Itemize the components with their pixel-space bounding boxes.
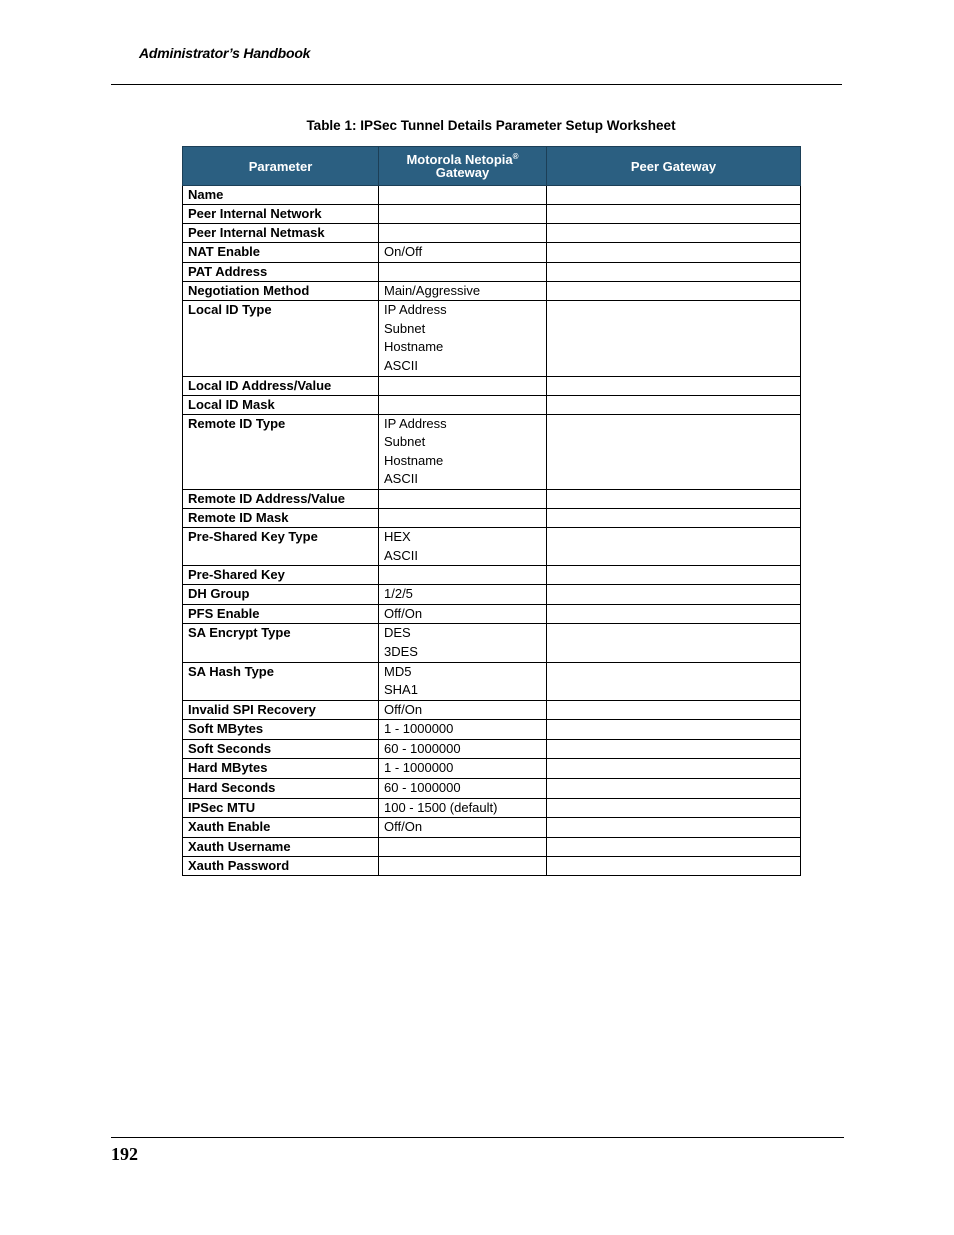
table-row <box>183 700 801 720</box>
gateway-options-cell <box>379 186 547 205</box>
parameter-cell: Xauth Password <box>183 856 379 875</box>
peer-gateway-cell <box>547 566 801 585</box>
parameter-cell: Pre-Shared Key Type <box>183 527 379 565</box>
peer-gateway-cell <box>547 662 801 700</box>
peer-gateway-cell <box>547 243 801 263</box>
peer-gateway-cell <box>547 585 801 605</box>
gateway-options-cell <box>379 508 547 527</box>
gateway-header-line1: Motorola Netopia <box>406 152 513 167</box>
peer-gateway-cell <box>547 301 801 376</box>
gateway-options-cell <box>379 798 547 818</box>
parameter-cell: Negotiation Method <box>183 281 379 301</box>
running-head: Administrator’s Handbook <box>139 45 311 61</box>
gateway-options-cell <box>379 856 547 875</box>
gateway-options-cell <box>379 262 547 281</box>
gateway-option: 60 - 1000000 <box>384 740 461 756</box>
parameter-cell: NAT Enable <box>183 243 379 263</box>
table-row <box>183 856 801 875</box>
gateway-option: ASCII <box>384 547 418 563</box>
gateway-options-cell <box>379 414 547 489</box>
gateway-option: On/Off <box>384 244 423 259</box>
gateway-option: ASCII <box>384 357 418 373</box>
gateway-options-cell <box>379 585 547 605</box>
peer-gateway-cell <box>547 527 801 565</box>
parameter-cell: Soft Seconds <box>183 739 379 759</box>
peer-gateway-cell <box>547 489 801 508</box>
column-header-parameter: Parameter <box>183 147 379 186</box>
gateway-options-cell <box>379 662 547 700</box>
gateway-options-cell <box>379 301 547 376</box>
peer-gateway-cell <box>547 262 801 281</box>
gateway-option: Off/On <box>384 605 423 621</box>
gateway-options-cell <box>379 489 547 508</box>
gateway-options-cell <box>379 224 547 243</box>
gateway-options-cell <box>379 566 547 585</box>
peer-gateway-cell <box>547 604 801 624</box>
gateway-option: Off/On <box>384 819 423 835</box>
parameter-cell: Invalid SPI Recovery <box>183 700 379 720</box>
gateway-option: SHA1 <box>384 682 418 698</box>
table-row <box>183 585 801 605</box>
table-row <box>183 395 801 414</box>
parameter-cell: PFS Enable <box>183 604 379 624</box>
table-row <box>183 837 801 856</box>
table-row <box>183 759 801 779</box>
gateway-option: MD5 <box>384 663 412 679</box>
gateway-option: IP Address <box>384 415 447 431</box>
gateway-option: DES <box>384 625 411 641</box>
parameter-cell: SA Encrypt Type <box>183 624 379 662</box>
gateway-options-cell <box>379 395 547 414</box>
table-row <box>183 779 801 799</box>
gateway-option: Off/On <box>384 701 423 717</box>
gateway-options-cell <box>379 818 547 838</box>
parameter-cell: Xauth Username <box>183 837 379 856</box>
peer-gateway-cell <box>547 739 801 759</box>
peer-gateway-cell <box>547 798 801 818</box>
gateway-options-cell <box>379 779 547 799</box>
gateway-options-cell <box>379 700 547 720</box>
table-row <box>183 186 801 205</box>
table-row <box>183 489 801 508</box>
gateway-options-cell <box>379 739 547 759</box>
table-row <box>183 624 801 662</box>
table-row <box>183 527 801 565</box>
gateway-options-cell <box>379 720 547 740</box>
gateway-option: 1 - 1000000 <box>384 721 454 737</box>
table-row <box>183 798 801 818</box>
parameter-cell: Remote ID Type <box>183 414 379 489</box>
gateway-options-cell <box>379 205 547 224</box>
column-header-gateway <box>379 147 547 186</box>
registered-mark: ® <box>512 152 519 161</box>
gateway-option: Hostname <box>384 452 444 468</box>
table-row <box>183 376 801 395</box>
gateway-option: 60 - 1000000 <box>384 780 461 796</box>
parameter-cell: Peer Internal Network <box>183 205 379 224</box>
gateway-option: 1 - 1000000 <box>384 760 454 776</box>
table-row <box>183 662 801 700</box>
parameter-cell: DH Group <box>183 585 379 605</box>
gateway-option: Main/Aggressive <box>384 282 481 298</box>
gateway-option: 100 - 1500 (default) <box>384 799 498 815</box>
gateway-header-line2: Gateway <box>435 165 490 180</box>
peer-gateway-cell <box>547 224 801 243</box>
parameter-cell: SA Hash Type <box>183 662 379 700</box>
peer-gateway-cell <box>547 376 801 395</box>
peer-gateway-cell <box>547 700 801 720</box>
peer-gateway-cell <box>547 856 801 875</box>
gateway-option: Subnet <box>384 320 426 336</box>
page-number: 192 <box>111 1144 138 1164</box>
gateway-options-cell <box>379 624 547 662</box>
column-header-peer: Peer Gateway <box>547 147 801 186</box>
gateway-options-cell <box>379 376 547 395</box>
gateway-options-cell <box>379 837 547 856</box>
parameter-cell: Remote ID Mask <box>183 508 379 527</box>
parameter-cell: Soft MBytes <box>183 720 379 740</box>
table-row <box>183 508 801 527</box>
header-rule <box>111 84 842 85</box>
table-row <box>183 205 801 224</box>
gateway-option: HEX <box>384 528 411 544</box>
peer-gateway-cell <box>547 624 801 662</box>
table-row <box>183 262 801 281</box>
parameter-cell: Local ID Address/Value <box>183 376 379 395</box>
parameter-cell: Hard MBytes <box>183 759 379 779</box>
table-row <box>183 720 801 740</box>
peer-gateway-cell <box>547 779 801 799</box>
table-row <box>183 739 801 759</box>
parameter-cell: Name <box>183 186 379 205</box>
table-row <box>183 818 801 838</box>
parameter-cell: Local ID Type <box>183 301 379 376</box>
gateway-option: ASCII <box>384 471 418 487</box>
peer-gateway-cell <box>547 818 801 838</box>
peer-gateway-cell <box>547 395 801 414</box>
peer-gateway-cell <box>547 414 801 489</box>
parameter-cell: Pre-Shared Key <box>183 566 379 585</box>
table-row <box>183 281 801 301</box>
gateway-options-cell <box>379 604 547 624</box>
peer-gateway-cell <box>547 205 801 224</box>
peer-gateway-cell <box>547 720 801 740</box>
gateway-options-cell <box>379 759 547 779</box>
gateway-option: 3DES <box>384 643 418 659</box>
gateway-options-cell <box>379 281 547 301</box>
gateway-option: Hostname <box>384 339 444 355</box>
gateway-options-cell <box>379 243 547 263</box>
gateway-option: IP Address <box>384 302 447 318</box>
parameter-cell: Remote ID Address/Value <box>183 489 379 508</box>
parameter-cell: Xauth Enable <box>183 818 379 838</box>
ipsec-worksheet-table <box>182 146 801 876</box>
footer-rule <box>111 1137 844 1138</box>
table-header-row <box>183 147 801 186</box>
parameter-cell: Hard Seconds <box>183 779 379 799</box>
peer-gateway-cell <box>547 508 801 527</box>
peer-gateway-cell <box>547 186 801 205</box>
gateway-option: Subnet <box>384 434 426 450</box>
gateway-option: 1/2/5 <box>384 586 413 602</box>
table-row <box>183 243 801 263</box>
parameter-cell: Local ID Mask <box>183 395 379 414</box>
peer-gateway-cell <box>547 281 801 301</box>
table-caption: Table 1: IPSec Tunnel Details Parameter Setup Worksheet <box>306 118 676 133</box>
parameter-cell: IPSec MTU <box>183 798 379 818</box>
table-row <box>183 224 801 243</box>
peer-gateway-cell <box>547 837 801 856</box>
table-row <box>183 604 801 624</box>
table-row <box>183 566 801 585</box>
table-body <box>183 186 801 876</box>
gateway-options-cell <box>379 527 547 565</box>
table-row <box>183 301 801 376</box>
table-row <box>183 414 801 489</box>
parameter-cell: Peer Internal Netmask <box>183 224 379 243</box>
parameter-cell: PAT Address <box>183 262 379 281</box>
peer-gateway-cell <box>547 759 801 779</box>
